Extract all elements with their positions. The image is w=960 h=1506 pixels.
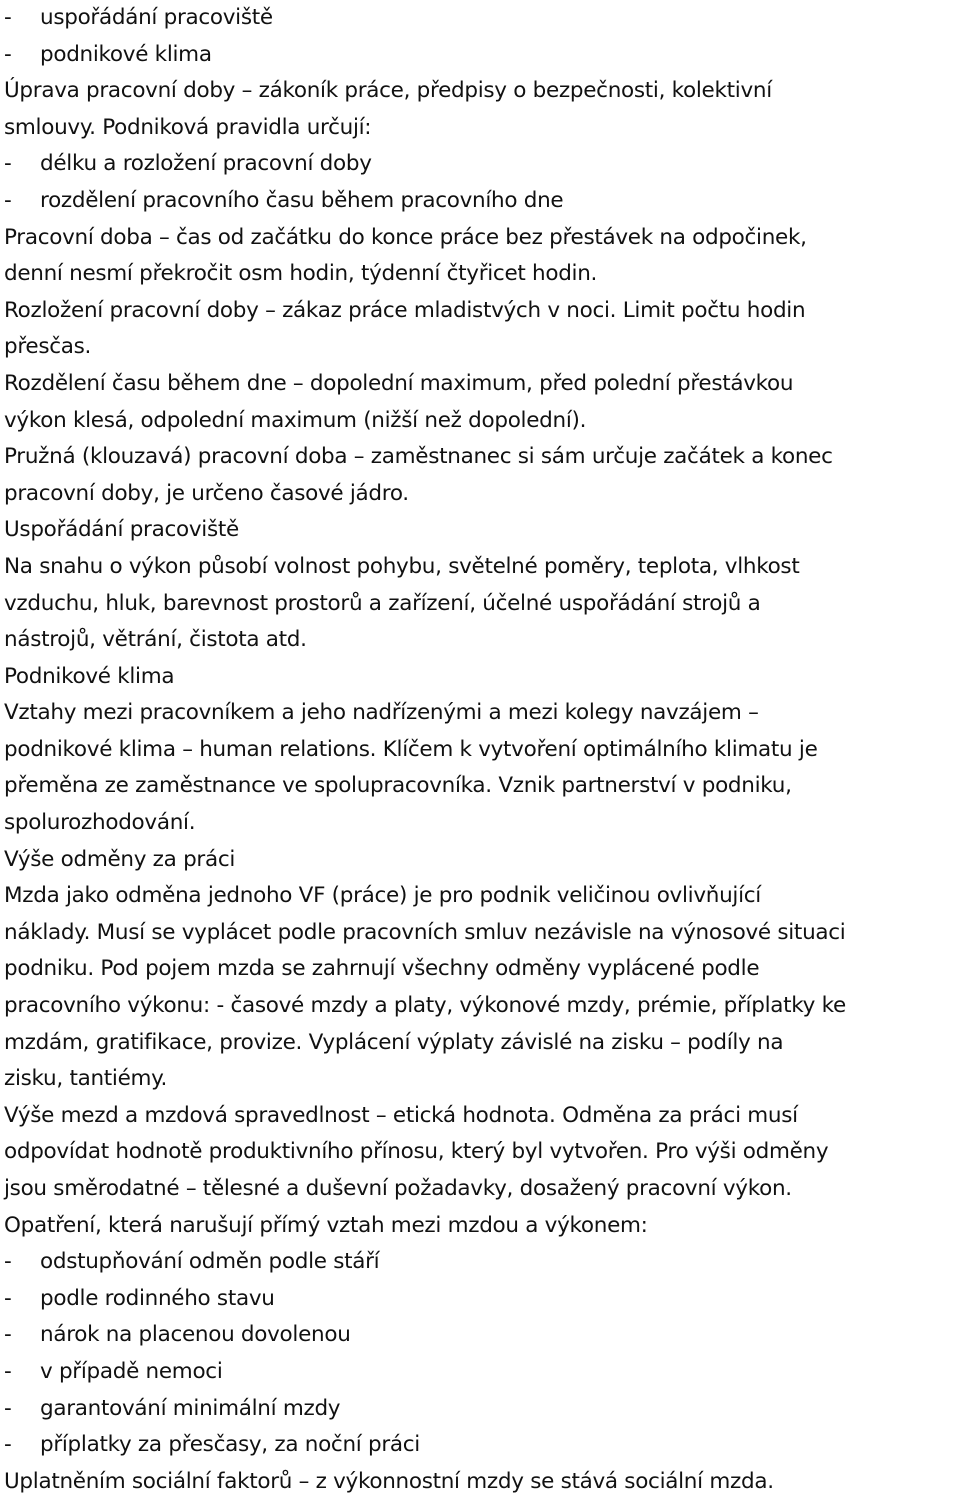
text-line [4, 586, 956, 623]
line-text: jsou směrodatné – tělesné a duševní požadavky, dosažený pracovní výkon. [4, 1176, 792, 1201]
line-text: Výše odměny za práci [4, 846, 236, 872]
line-text: zisku, tantiémy. [4, 1066, 168, 1092]
text-line [4, 988, 956, 1025]
text-line [4, 1025, 956, 1062]
bullet-item [4, 1427, 956, 1464]
line-text: délku a rozložení pracovní doby [40, 151, 372, 177]
text-line [4, 622, 956, 659]
line-text: pracovní doby, je určeno časové jádro. [4, 480, 409, 506]
text-line [4, 293, 956, 330]
text-line [4, 732, 956, 769]
text-line [4, 256, 956, 293]
text-line [4, 659, 956, 696]
line-text: nástrojů, větrání, čistota atd. [4, 627, 307, 653]
text-line [4, 1208, 956, 1245]
line-text: Rozložení pracovní doby – zákaz práce mladistvých v noci. Limit počtu hodin [4, 297, 806, 323]
line-text: Výše mezd a mzdová spravedlnost – etická hodnota. Odměna za práci musí [4, 1102, 798, 1128]
document-page [4, 0, 956, 1500]
text-line [4, 805, 956, 842]
bullet-item [4, 1391, 956, 1428]
text-line [4, 878, 956, 915]
text-line [4, 768, 956, 805]
line-text: Uspořádání pracoviště [4, 517, 239, 543]
bullet-item [4, 146, 956, 183]
line-text: nárok na placenou dovolenou [40, 1322, 351, 1348]
line-text: Pružná (klouzavá) pracovní doba – zaměstnanec si sám určuje začátek a konec [4, 444, 833, 470]
text-line [4, 329, 956, 366]
text-line [4, 439, 956, 476]
line-text: přeměna ze zaměstnance ve spolupracovníka. Vznik partnerství v podniku, [4, 773, 792, 799]
line-text: Mzda jako odměna jednoho VF (práce) je pro podnik veličinou ovlivňující [4, 883, 761, 909]
line-text: Pracovní doba – čas od začátku do konce práce bez přestávek na odpočinek, [4, 224, 807, 250]
text-line [4, 476, 956, 513]
line-text: vzduchu, hluk, barevnost prostorů a zařízení, účelné uspořádání strojů a [4, 590, 761, 616]
text-line [4, 220, 956, 257]
text-line [4, 366, 956, 403]
text-line [4, 403, 956, 440]
text-line [4, 915, 956, 952]
text-line [4, 1464, 956, 1501]
line-text: garantování minimální mzdy [40, 1395, 341, 1421]
dash-marker: - [4, 187, 12, 213]
text-line [4, 1171, 956, 1208]
text-line [4, 1061, 956, 1098]
line-text: odstupňování odměn podle stáří [40, 1249, 380, 1275]
text-line [4, 1134, 956, 1171]
dash-marker: - [4, 1432, 12, 1458]
text-line [4, 549, 956, 586]
bullet-item [4, 1317, 956, 1354]
line-text: Úprava pracovní doby – zákoník práce, předpisy o bezpečnosti, kolektivní [4, 78, 772, 104]
bullet-item [4, 1354, 956, 1391]
line-text: odpovídat hodnotě produktivního přínosu, který byl vytvořen. Pro výši odměny [4, 1139, 829, 1165]
dash-marker: - [4, 41, 12, 67]
dash-marker: - [4, 1285, 12, 1311]
line-text: podnikové klima [40, 41, 212, 67]
line-text: mzdám, gratifikace, provize. Vyplácení výplaty závislé na zisku – podíly na [4, 1029, 784, 1055]
line-text: pracovního výkonu: - časové mzdy a platy, výkonové mzdy, prémie, příplatky ke [4, 993, 846, 1019]
line-text: výkon klesá, odpolední maximum (nižší než dopolední). [4, 407, 587, 433]
line-text: podle rodinného stavu [40, 1285, 275, 1311]
text-line [4, 695, 956, 732]
line-text: smlouvy. Podniková pravidla určují: [4, 114, 372, 140]
line-text: denní nesmí překročit osm hodin, týdenní čtyřicet hodin. [4, 261, 598, 287]
line-text: podnikové klima – human relations. Klíčem k vytvoření optimálního klimatu je [4, 736, 818, 762]
line-text: rozdělení pracovního času během pracovního dne [40, 187, 564, 213]
dash-marker: - [4, 1395, 12, 1421]
line-text: podniku. Pod pojem mzda se zahrnují všechny odměny vyplácené podle [4, 956, 760, 982]
text-line [4, 951, 956, 988]
line-text: náklady. Musí se vyplácet podle pracovních smluv nezávisle na výnosové situaci [4, 919, 846, 945]
line-text: Rozdělení času během dne – dopolední maximum, před polední přestávkou [4, 370, 794, 396]
dash-marker: - [4, 151, 12, 177]
dash-marker: - [4, 5, 12, 30]
bullet-item [4, 1244, 956, 1281]
line-text: Uplatněním sociální faktorů – z výkonnostní mzdy se stává sociální mzda. [4, 1468, 774, 1494]
bullet-item [4, 0, 956, 37]
text-line [4, 110, 956, 147]
line-text: Opatření, která narušují přímý vztah mezi mzdou a výkonem: [4, 1212, 648, 1238]
text-line [4, 1098, 956, 1135]
line-text: Na snahu o výkon působí volnost pohybu, světelné poměry, teplota, vlhkost [4, 553, 800, 579]
text-line [4, 842, 956, 879]
bullet-item [4, 37, 956, 74]
line-text: přesčas. [4, 334, 92, 360]
line-text: v případě nemoci [40, 1358, 223, 1384]
line-text: Vztahy mezi pracovníkem a jeho nadřízenými a mezi kolegy navzájem – [4, 700, 759, 726]
line-text: spolurozhodování. [4, 810, 196, 836]
dash-marker: - [4, 1322, 12, 1348]
bullet-item [4, 183, 956, 220]
dash-marker: - [4, 1249, 12, 1275]
text-line [4, 73, 956, 110]
line-text: Podnikové klima [4, 663, 175, 689]
text-line [4, 512, 956, 549]
line-text: uspořádání pracoviště [40, 5, 273, 30]
document-body [4, 0, 956, 1500]
dash-marker: - [4, 1358, 12, 1384]
bullet-item [4, 1281, 956, 1318]
line-text: příplatky za přesčasy, za noční práci [40, 1432, 420, 1458]
